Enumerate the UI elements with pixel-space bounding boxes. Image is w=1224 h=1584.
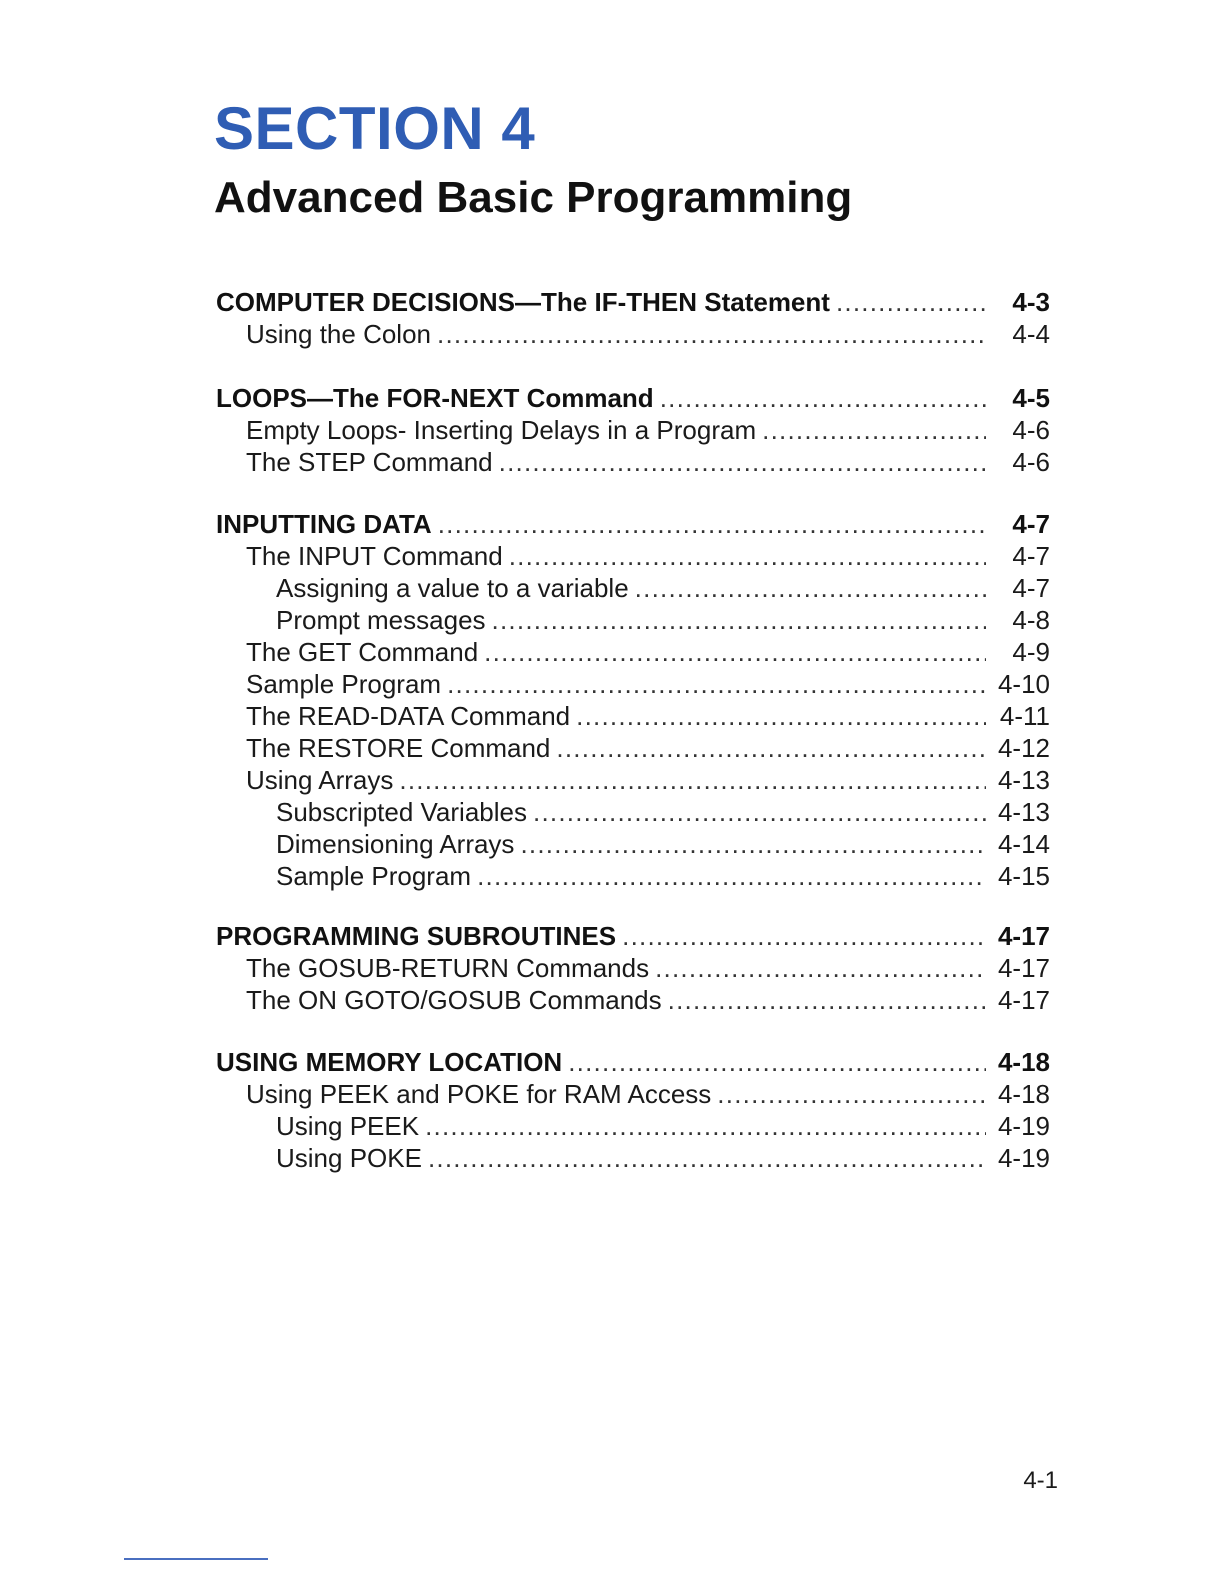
- toc-entry[interactable]: [214, 828, 1050, 860]
- toc-entry-title: PROGRAMMING SUBROUTINES: [216, 921, 617, 951]
- toc-dot-leader: [762, 414, 986, 446]
- toc-dot-leader: [655, 952, 986, 984]
- toc-heading[interactable]: [214, 1046, 1050, 1078]
- toc-entry-title: Using PEEK and POKE for RAM Access: [246, 1079, 712, 1109]
- toc-entry-title: The ON GOTO/GOSUB Commands: [246, 985, 662, 1015]
- toc-dot-leader: [668, 984, 986, 1016]
- toc-entry-page: 4-11: [999, 701, 1050, 731]
- toc-dot-leader: [492, 604, 986, 636]
- toc-entry-title: Sample Program: [276, 861, 472, 891]
- toc-entry[interactable]: [214, 1142, 1050, 1174]
- toc-dot-leader: [399, 764, 986, 796]
- toc-dot-leader: [533, 796, 986, 828]
- toc-heading[interactable]: [214, 508, 1050, 540]
- toc-entry-page: 4-14: [997, 829, 1050, 859]
- toc-entry[interactable]: [214, 572, 1050, 604]
- toc-entry[interactable]: [214, 860, 1050, 892]
- toc-entry[interactable]: [214, 796, 1050, 828]
- toc-entry-page: 4-18: [997, 1047, 1050, 1077]
- toc-entry-page: 4-7: [1012, 541, 1050, 571]
- toc-entry-page: 4-17: [997, 985, 1050, 1015]
- toc-entry[interactable]: [214, 764, 1050, 796]
- toc-entry[interactable]: [214, 604, 1050, 636]
- toc-heading[interactable]: [214, 286, 1050, 318]
- toc-entry-page: 4-7: [1012, 573, 1050, 603]
- toc-entry[interactable]: [214, 1078, 1050, 1110]
- toc-dot-leader: [556, 732, 986, 764]
- footer-rule: [124, 1558, 268, 1560]
- toc-entry-title: Using POKE: [276, 1143, 422, 1173]
- toc-dot-leader: [622, 920, 986, 952]
- toc-entry-page: 4-4: [1012, 319, 1050, 349]
- toc-dot-leader: [484, 636, 986, 668]
- toc-dot-leader: [447, 668, 986, 700]
- toc-entry[interactable]: [214, 318, 1050, 350]
- toc-entry-page: 4-7: [1012, 509, 1050, 539]
- toc-dot-leader: [836, 286, 986, 318]
- toc-entry-page: 4-8: [1012, 605, 1050, 635]
- toc-entry-title: Using the Colon: [246, 319, 431, 349]
- toc-entry[interactable]: [214, 700, 1050, 732]
- toc-entry-title: COMPUTER DECISIONS—The IF-THEN Statement: [216, 287, 830, 317]
- toc-dot-leader: [438, 508, 986, 540]
- toc-entry-page: 4-15: [997, 861, 1050, 891]
- toc-entry-title: The STEP Command: [246, 447, 493, 477]
- toc-heading[interactable]: [214, 920, 1050, 952]
- toc-entry-page: 4-13: [997, 797, 1050, 827]
- toc-entry-title: Using PEEK: [276, 1111, 420, 1141]
- toc-entry-page: 4-6: [1012, 415, 1050, 445]
- toc-entry[interactable]: [214, 636, 1050, 668]
- toc-dot-leader: [477, 860, 986, 892]
- toc-entry[interactable]: [214, 446, 1050, 478]
- toc-dot-leader: [660, 382, 986, 414]
- toc-entry-title: Prompt messages: [276, 605, 486, 635]
- toc-dot-leader: [509, 540, 986, 572]
- toc-dot-leader: [499, 446, 986, 478]
- section-number: SECTION 4: [214, 95, 536, 162]
- toc-entry-title: LOOPS—The FOR-NEXT Command: [216, 383, 654, 413]
- toc-entry-title: The RESTORE Command: [246, 733, 551, 763]
- toc-entry-page: 4-17: [997, 953, 1050, 983]
- toc-entry-title: The READ-DATA Command: [246, 701, 571, 731]
- toc-entry-page: 4-17: [997, 921, 1050, 951]
- toc-entry[interactable]: [214, 952, 1050, 984]
- toc-entry-page: 4-18: [997, 1079, 1050, 1109]
- toc-entry-page: 4-10: [997, 669, 1050, 699]
- toc-dot-leader: [425, 1110, 986, 1142]
- toc-entry-page: 4-19: [997, 1143, 1050, 1173]
- toc-entry-title: INPUTTING DATA: [216, 509, 432, 539]
- toc-entry[interactable]: [214, 984, 1050, 1016]
- toc-dot-leader: [635, 572, 986, 604]
- toc-entry-page: 4-12: [997, 733, 1050, 763]
- toc-dot-leader: [437, 318, 986, 350]
- toc-entry-title: Empty Loops- Inserting Delays in a Program: [246, 415, 757, 445]
- toc-entry[interactable]: [214, 668, 1050, 700]
- table-of-contents: [214, 0, 1054, 1584]
- toc-entry-title: Assigning a value to a variable: [276, 573, 629, 603]
- toc-entry[interactable]: [214, 1110, 1050, 1142]
- toc-entry[interactable]: [214, 540, 1050, 572]
- toc-dot-leader: [428, 1142, 986, 1174]
- toc-entry-page: 4-5: [1012, 383, 1050, 413]
- toc-entry-page: 4-3: [1012, 287, 1050, 317]
- toc-entry-page: 4-9: [1012, 637, 1050, 667]
- toc-dot-leader: [576, 700, 986, 732]
- toc-entry-title: Dimensioning Arrays: [276, 829, 515, 859]
- toc-heading[interactable]: [214, 382, 1050, 414]
- toc-entry-title: The GOSUB-RETURN Commands: [246, 953, 650, 983]
- page-number: 4-1: [1023, 1467, 1058, 1494]
- toc-entry-title: Using Arrays: [246, 765, 394, 795]
- toc-dot-leader: [568, 1046, 986, 1078]
- toc-dot-leader: [520, 828, 986, 860]
- toc-entry[interactable]: [214, 732, 1050, 764]
- toc-entry-title: The GET Command: [246, 637, 479, 667]
- toc-entry[interactable]: [214, 414, 1050, 446]
- toc-entry-title: Sample Program: [246, 669, 442, 699]
- toc-dot-leader: [717, 1078, 986, 1110]
- toc-entry-page: 4-19: [997, 1111, 1050, 1141]
- section-title: Advanced Basic Programming: [214, 173, 853, 222]
- toc-entry-page: 4-6: [1012, 447, 1050, 477]
- toc-entry-title: USING MEMORY LOCATION: [216, 1047, 563, 1077]
- toc-entry-title: The INPUT Command: [246, 541, 503, 571]
- toc-entry-page: 4-13: [997, 765, 1050, 795]
- toc-entry-title: Subscripted Variables: [276, 797, 527, 827]
